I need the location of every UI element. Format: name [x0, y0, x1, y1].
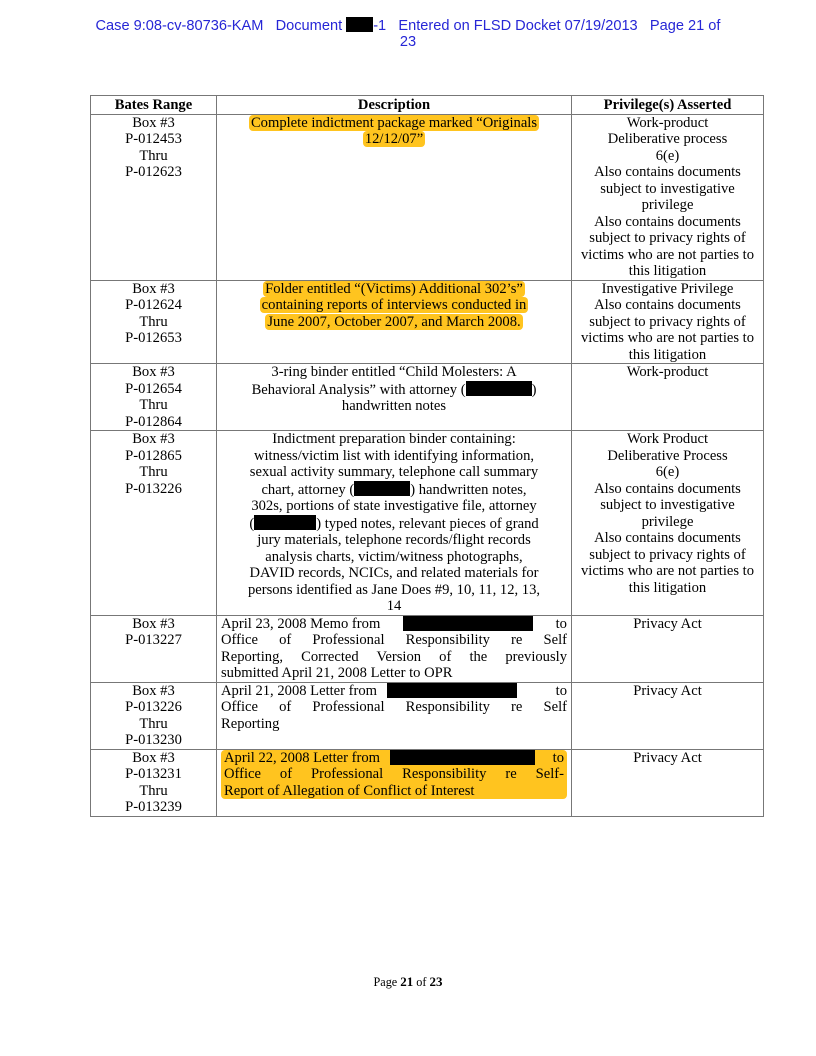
bates-line: Box #3 [132, 682, 175, 699]
bates-cell [91, 364, 217, 431]
redaction-block [346, 17, 373, 32]
table-row [91, 682, 764, 749]
footer-page-total: 23 [429, 974, 443, 989]
description-line: handwritten notes [341, 398, 447, 414]
privilege-line: this litigation [628, 579, 707, 596]
privilege-line: privilege [641, 197, 694, 213]
docket-header [40, 17, 776, 50]
description-line: 12/12/07” [364, 131, 424, 147]
document-label: Document [275, 18, 343, 34]
privilege-line: subject to privacy rights of [589, 313, 746, 330]
highlighted-description [221, 750, 567, 800]
description-cell [217, 431, 572, 616]
description-line: Office of Professional Responsibility re Self [221, 632, 567, 648]
description-line: Office of Professional Responsibility re Self [221, 699, 567, 715]
description-line: Reporting [221, 715, 280, 732]
description-line: DAVID records, NCICs, and related materials for [249, 565, 539, 581]
privilege-cell [572, 749, 764, 816]
privilege-line: Deliberative process [607, 131, 728, 147]
description-line: Folder entitled “(Victims) Additional 302’s” [265, 280, 523, 297]
description-fragment: April 21, 2008 Letter from [221, 682, 378, 699]
description-line: analysis charts, victim/witness photographs, [265, 548, 523, 565]
privilege-line: Also contains documents [594, 480, 741, 497]
description-cell [217, 749, 572, 816]
description-line: persons identified as Jane Does #9, 10, 11, 12, 13, [247, 581, 541, 598]
bates-line: Thru [139, 313, 168, 330]
privilege-line: Privacy Act [633, 615, 702, 632]
description-fragment: to [555, 615, 567, 632]
privilege-line: victims who are not parties to [580, 563, 755, 579]
bates-cell [91, 682, 217, 749]
description-line: jury materials, telephone records/flight records [257, 532, 531, 548]
privilege-line: subject to privacy rights of [589, 230, 746, 246]
description-line: Complete indictment package marked “Originals [250, 114, 538, 131]
privilege-line: 6(e) [655, 147, 680, 164]
description-line [221, 515, 567, 533]
privilege-line: Privacy Act [633, 682, 702, 699]
bates-line: P-013230 [125, 732, 182, 748]
privilege-line: Work Product [626, 431, 709, 447]
table-row [91, 280, 764, 364]
bates-line: Thru [139, 397, 168, 413]
privilege-line: Also contains documents [594, 297, 741, 313]
bates-line: Box #3 [132, 615, 175, 632]
description-line: 14 [386, 598, 402, 614]
table-row [91, 114, 764, 280]
bates-line: Box #3 [132, 364, 175, 380]
bates-line: P-012653 [125, 330, 182, 346]
bates-line: P-013227 [125, 632, 182, 648]
document-suffix: -1 [373, 18, 387, 34]
description-line [221, 616, 567, 633]
description-line: sexual activity summary, telephone call summary [249, 464, 539, 480]
bates-cell [91, 431, 217, 616]
bates-line: P-012864 [125, 413, 182, 430]
description-line: Reporting, Corrected Version of the previously [221, 648, 567, 665]
privilege-line: Privacy Act [633, 749, 702, 766]
description-cell [217, 114, 572, 280]
footer-page-number: 21 [400, 974, 414, 989]
privilege-line: Deliberative Process [607, 447, 728, 464]
privilege-cell [572, 280, 764, 364]
description-fragment: ) typed notes, relevant pieces of grand [316, 515, 539, 532]
bates-line: P-012624 [125, 297, 182, 313]
redaction-block [403, 616, 533, 631]
description-line: 3-ring binder entitled “Child Molesters: A [271, 364, 517, 380]
privilege-line: victims who are not parties to [580, 246, 755, 263]
privilege-line: this litigation [628, 263, 707, 279]
description-line [221, 481, 567, 499]
bates-line: Box #3 [132, 431, 175, 447]
description-fragment: chart, attorney ( [261, 481, 355, 498]
bates-line: P-012623 [125, 164, 182, 180]
privilege-line: Work-product [626, 364, 709, 380]
table-header-row [91, 96, 764, 115]
privilege-line: Work-product [626, 114, 709, 131]
description-fragment: April 23, 2008 Memo from [221, 615, 381, 632]
description-line: submitted April 21, 2008 Letter to OPR [221, 665, 453, 681]
privilege-log-table [90, 95, 764, 817]
header-page-label: Page 21 of [649, 18, 721, 34]
privilege-line: this litigation [628, 346, 707, 363]
case-number: Case 9:08-cv-80736-KAM [95, 18, 264, 34]
privilege-line: Also contains documents [594, 530, 741, 546]
redaction-block [390, 750, 535, 765]
bates-line: Thru [139, 715, 168, 732]
header-page-total: 23 [399, 34, 417, 50]
description-fragment: ) handwritten notes, [410, 481, 527, 498]
bates-cell [91, 114, 217, 280]
privilege-cell [572, 615, 764, 682]
description-fragment: ( [249, 515, 255, 532]
table-row [91, 364, 764, 431]
entered-date: Entered on FLSD Docket 07/19/2013 [398, 18, 638, 34]
table-row [91, 615, 764, 682]
privilege-line: privilege [641, 513, 694, 530]
redaction-block [466, 381, 532, 396]
redaction-block [254, 515, 316, 530]
bates-line: Box #3 [132, 280, 175, 297]
bates-cell [91, 615, 217, 682]
description-line: Office of Professional Responsibility re Self- [224, 766, 564, 782]
bates-line: Thru [139, 782, 168, 799]
description-line: June 2007, October 2007, and March 2008. [267, 313, 521, 330]
bates-cell [91, 280, 217, 364]
footer-page-word: Page [373, 975, 398, 989]
description-cell [217, 280, 572, 364]
bates-line: P-013239 [125, 799, 182, 815]
description-line: containing reports of interviews conducted in [261, 297, 527, 313]
privilege-line: subject to privacy rights of [589, 546, 746, 563]
description-fragment: ) [531, 381, 537, 398]
bates-line: P-012865 [125, 447, 182, 464]
table-row [91, 749, 764, 816]
privilege-cell [572, 114, 764, 280]
description-cell [217, 615, 572, 682]
privilege-line: 6(e) [655, 464, 680, 480]
privilege-line: Investigative Privilege [601, 280, 734, 297]
redaction-block [354, 481, 410, 496]
description-line [221, 381, 567, 399]
column-header-description: Description [217, 96, 572, 115]
column-header-privilege: Privilege(s) Asserted [572, 96, 764, 115]
bates-line: Thru [139, 147, 168, 164]
bates-line: Thru [139, 464, 168, 480]
bates-cell [91, 749, 217, 816]
bates-line: P-013226 [125, 480, 182, 497]
privilege-cell [572, 682, 764, 749]
privilege-cell [572, 364, 764, 431]
page-footer [0, 974, 816, 990]
bates-line: P-012453 [125, 131, 182, 147]
privilege-line: subject to investigative [600, 497, 735, 513]
table-row [91, 431, 764, 616]
description-fragment: April 22, 2008 Letter from [224, 749, 381, 766]
bates-line: Box #3 [132, 114, 175, 131]
bates-line: Box #3 [132, 749, 175, 766]
description-line: 302s, portions of state investigative file, attorney [251, 498, 537, 514]
description-line [221, 683, 567, 700]
description-fragment: to [552, 749, 564, 766]
footer-of-word: of [416, 975, 427, 989]
redaction-block [387, 683, 517, 698]
privilege-cell [572, 431, 764, 616]
privilege-line: subject to investigative [600, 180, 735, 197]
description-line: Indictment preparation binder containing: [272, 431, 516, 447]
privilege-line: Also contains documents [594, 213, 741, 230]
bates-line: P-013231 [125, 766, 182, 782]
description-cell [217, 682, 572, 749]
description-cell [217, 364, 572, 431]
bates-line: P-013226 [125, 699, 182, 715]
description-line [224, 750, 564, 767]
privilege-line: Also contains documents [594, 164, 741, 180]
bates-line: P-012654 [125, 380, 182, 397]
privilege-line: victims who are not parties to [580, 330, 755, 346]
column-header-bates: Bates Range [91, 96, 217, 115]
description-line: witness/victim list with identifying information, [253, 447, 535, 464]
description-fragment: Behavioral Analysis” with attorney ( [251, 381, 466, 398]
description-fragment: to [555, 682, 567, 699]
description-line: Report of Allegation of Conflict of Interest [224, 782, 475, 799]
